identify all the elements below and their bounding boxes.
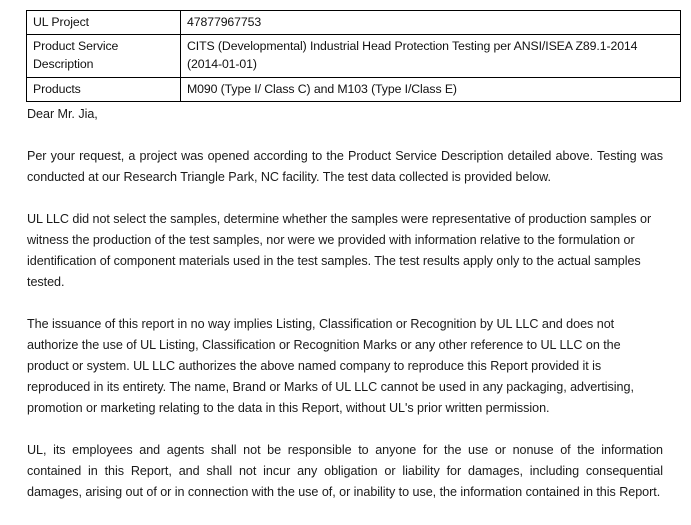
product-service-description-label: Product Service Description (27, 35, 181, 77)
letter-paragraph-1: Per your request, a project was opened according to the Product Service Description detailed above. Testing was conducted at our Research Triangle Park, NC facility. The test data collected is provided below. (27, 149, 663, 184)
table-row (27, 11, 681, 35)
ul-project-label: UL Project (27, 11, 181, 35)
project-info-table (26, 10, 681, 102)
letter-body (27, 104, 663, 503)
ul-project-value: 47877967753 (181, 11, 681, 35)
letter-paragraph-4: UL, its employees and agents shall not be responsible to anyone for the use or nonuse of the information contained in this Report, and shall not incur any obligation or liability for damages, including consequential damages, arising out of or in connection with the use of, or inability to use, the information contained in this Report. (27, 443, 663, 499)
table-row (27, 35, 681, 77)
products-label: Products (27, 77, 181, 101)
letter-salutation: Dear Mr. Jia, (27, 107, 98, 121)
letter-paragraph-2: UL LLC did not select the samples, determine whether the samples were representative of production samples or witness the production of the test samples, nor were we provided with information relative to the formulation or identification of component materials used in the test samples. The test results apply only to the actual samples tested. (27, 212, 652, 289)
products-value: M090 (Type I/ Class C) and M103 (Type I/Class E) (181, 77, 681, 101)
table-row (27, 77, 681, 101)
letter-paragraph-3: The issuance of this report in no way implies Listing, Classification or Recognition by UL LLC and does not authorize the use of UL Listing, Classification or Recognition Marks or any other reference to UL LLC on the product or system. UL LLC authorizes the above named company to reproduce this Report provided it is reproduced in its entirety. The name, Brand or Marks of UL LLC cannot be used in any packaging, advertising, promotion or marketing relating to the data in this Report, without UL's prior written permission. (27, 317, 634, 415)
product-service-description-value: CITS (Developmental) Industrial Head Protection Testing per ANSI/ISEA Z89.1-2014 (2014-01-01) (181, 35, 681, 77)
